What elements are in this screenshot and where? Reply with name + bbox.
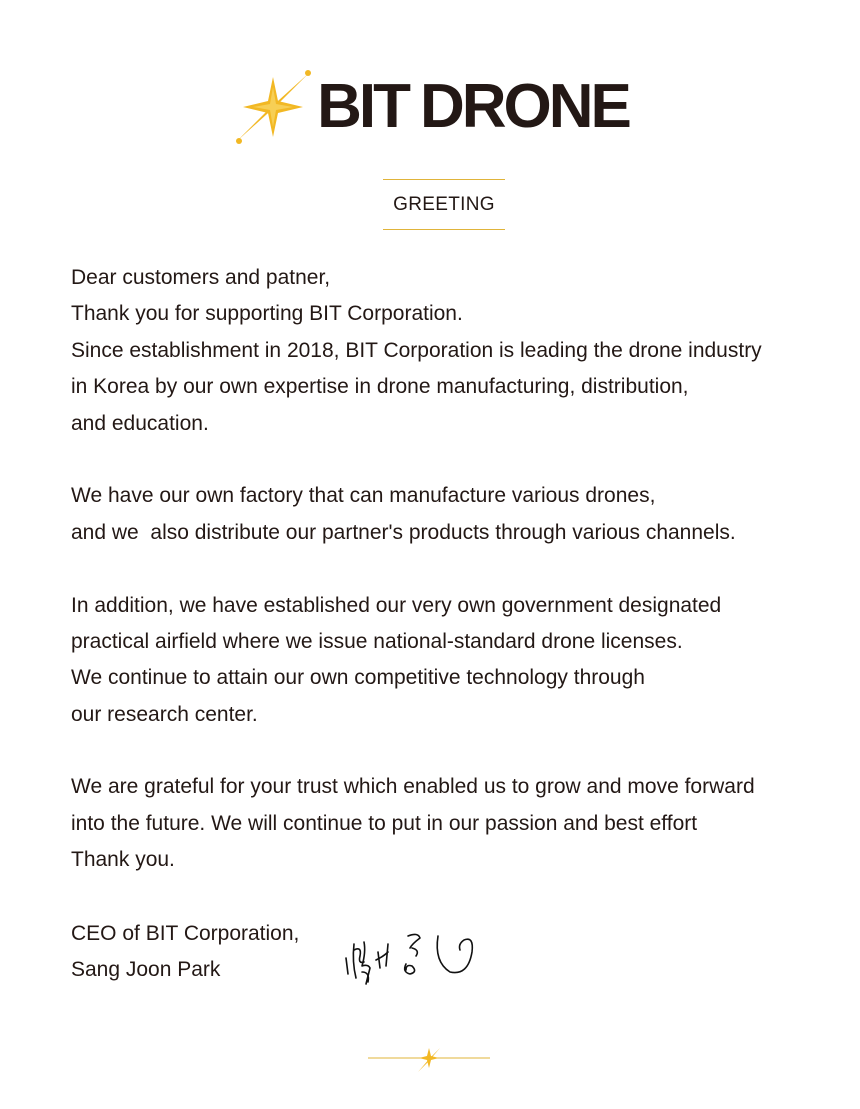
paragraph (71, 769, 831, 878)
signoff-name: Sang Joon Park (71, 958, 221, 982)
greeting-letter (71, 260, 831, 879)
letter-line: and education. (71, 411, 209, 435)
letter-line: our research center. (71, 702, 258, 726)
letter-line: In addition, we have established our very own government designated (71, 593, 722, 617)
letter-line: and we also distribute our partner's products through various channels. (71, 520, 736, 544)
letter-line: We have our own factory that can manufacture various drones, (71, 484, 656, 508)
letter-line: We are grateful for your trust which enabled us to grow and move forward (71, 775, 755, 799)
section-title: GREETING (383, 179, 505, 230)
paragraph-gap (71, 442, 831, 478)
letter-line: Thank you. (71, 848, 175, 872)
paragraph (71, 478, 831, 551)
logo-text-drone: DRONE (419, 72, 629, 141)
paragraph-gap (71, 551, 831, 587)
letter-line: Since establishment in 2018, BIT Corporation is leading the drone industry (71, 338, 762, 362)
letter-line: Dear customers and patner, (71, 266, 331, 289)
letter-line: into the future. We will continue to put in our passion and best effort (71, 811, 698, 835)
letter-line: in Korea by our own expertise in drone manufacturing, distribution, (71, 375, 689, 399)
star-divider-icon (368, 1044, 490, 1074)
signoff-role: CEO of BIT Corporation, (71, 922, 300, 945)
logo-text-bit: BIT (317, 72, 408, 141)
handwritten-signature (340, 922, 480, 992)
paragraph-gap (71, 733, 831, 769)
signoff (71, 916, 299, 989)
brand-logo (0, 62, 860, 152)
paragraph (71, 588, 831, 734)
letter-line: Thank you for supporting BIT Corporation. (71, 302, 463, 326)
paragraph (71, 260, 831, 442)
logo-wordmark (317, 72, 629, 141)
letter-line: practical airfield where we issue national-standard drone licenses. (71, 629, 683, 653)
letter-line: We continue to attain our own competitive technology through (71, 666, 645, 690)
star-logo-icon (231, 65, 315, 149)
